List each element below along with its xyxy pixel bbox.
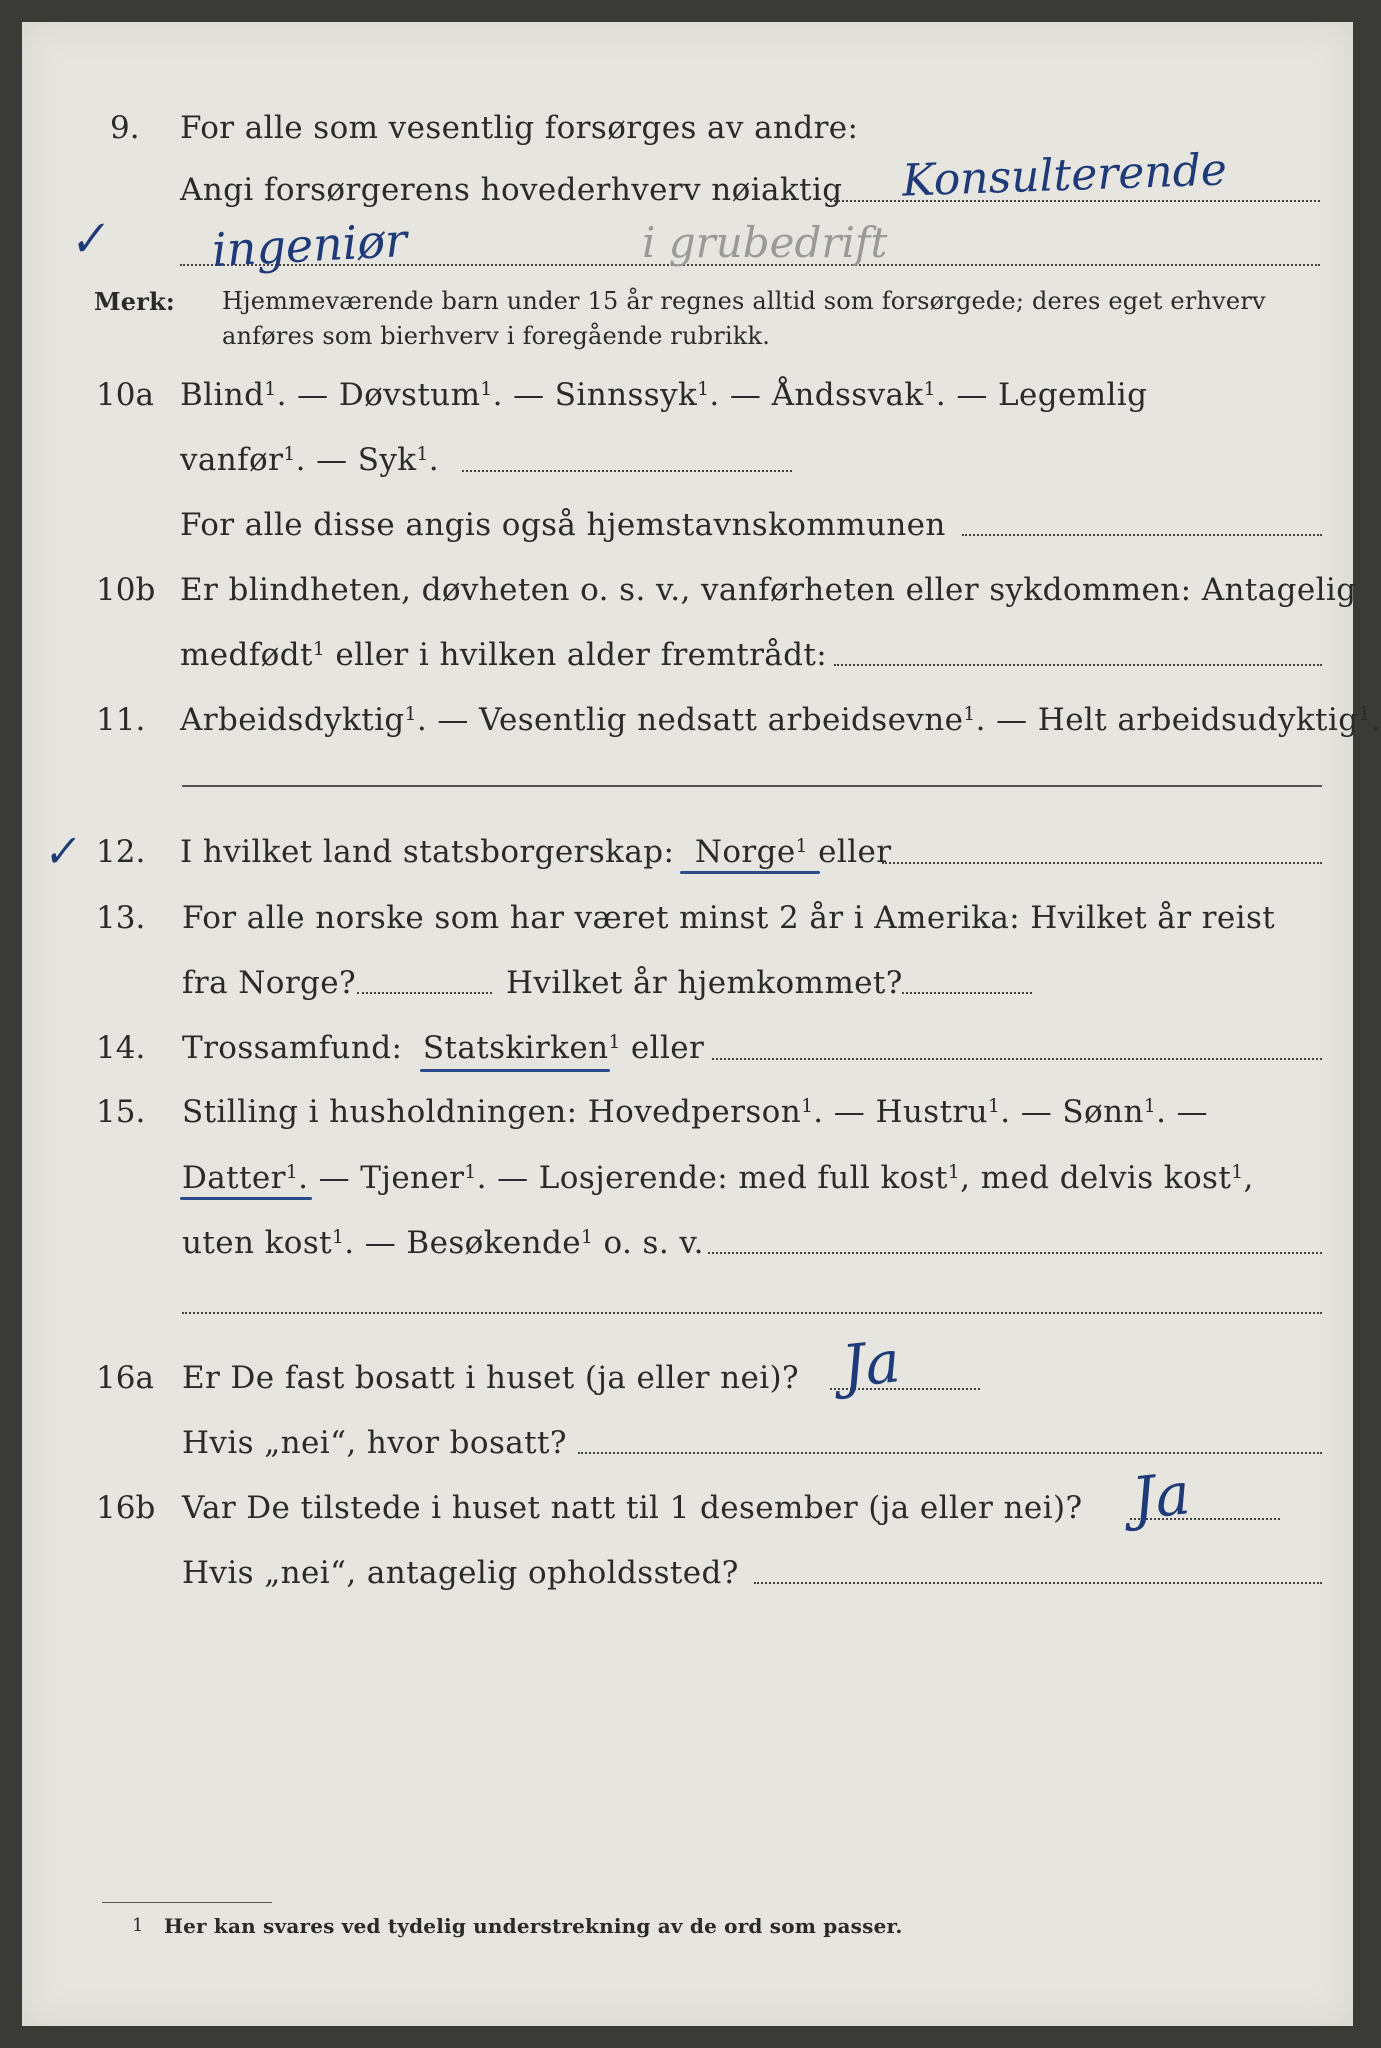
q9-answer-pencil-note: i grubedrift: [642, 218, 888, 267]
q15-line2: Datter$^1$. — Tjener$^1$. — Losjerende: med full kost$^1$, med delvis kost$^1$,: [182, 1160, 1254, 1196]
footnote-text: Her kan svares ved tydelig understrekning av de ord som passer.: [164, 1914, 903, 1938]
q13-line1: For alle norske som har været minst 2 år i Amerika: Hvilket år reist: [182, 900, 1276, 936]
q15-answer-line: [708, 1252, 1322, 1254]
q13-line2a: fra Norge?: [182, 965, 357, 1001]
q12-answer-line: [882, 862, 1322, 864]
q14-statskirken-underline: [420, 1069, 610, 1072]
q13-number: 13.: [96, 900, 146, 936]
q9-number: 9.: [110, 110, 140, 146]
q15-extra-line: [182, 1312, 1322, 1314]
q16b-number: 16b: [96, 1490, 156, 1526]
q16b-answer: Ja: [1128, 1459, 1194, 1533]
q10b-line1: Er blindheten, døvheten o. s. v., vanførheten eller sykdommen: Antagelig: [180, 572, 1357, 608]
q15-datter-underline: [180, 1197, 312, 1200]
q16a-residence-line: [578, 1452, 1322, 1454]
q10a-number: 10a: [96, 377, 154, 413]
merk-line2: anføres som bierhverv i foregående rubrikk.: [222, 322, 771, 350]
q15-line1: Stilling i husholdningen: Hovedperson$^1$. — Hustru$^1$. — Sønn$^1$. —: [182, 1094, 1208, 1130]
q12-option-norge: Norge: [694, 834, 796, 870]
q15-option-datter: Datter: [182, 1160, 286, 1196]
q10b-number: 10b: [96, 572, 156, 608]
q9-check-icon: ✓: [64, 209, 111, 269]
q14-line: Trossamfund: Statskirken$^1$ eller: [182, 1030, 705, 1066]
q10a-answer-line: [462, 470, 792, 472]
q16a-answer: Ja: [838, 1327, 904, 1401]
q15-number: 15.: [96, 1094, 146, 1130]
q12-line: I hvilket land statsborgerskap: Norge$^1$ eller: [180, 834, 892, 870]
q14-option-statskirken: Statskirken: [422, 1030, 609, 1066]
q9-line1: For alle som vesentlig forsørges av andre:: [180, 110, 859, 146]
q11-number: 11.: [96, 702, 146, 738]
q10a-line1: Blind$^1$. — Døvstum$^1$. — Sinnssyk$^1$. — Åndssvak$^1$. — Legemlig: [180, 377, 1148, 413]
q13-line2b: Hvilket år hjemkommet?: [506, 965, 903, 1001]
q10a-blind: Blind: [180, 377, 265, 413]
q10a-line2: vanfør$^1$. — Syk$^1$.: [180, 442, 439, 478]
q16a-number: 16a: [96, 1360, 154, 1396]
q15-line3: uten kost$^1$. — Besøkende$^1$ o. s. v.: [182, 1225, 704, 1261]
q14-answer-line: [712, 1058, 1322, 1060]
q14-number: 14.: [96, 1030, 146, 1066]
q16b-location-line: [754, 1582, 1322, 1584]
q9-answer-occupation-1: Konsulterende: [901, 144, 1228, 207]
q11-divider: [182, 785, 1322, 787]
q16a-line1: Er De fast bosatt i huset (ja eller nei)?: [182, 1360, 800, 1396]
footnote-mark: 1: [132, 1915, 144, 1936]
q10b-answer-line: [834, 664, 1322, 666]
q16b-line1: Var De tilstede i huset natt til 1 desember (ja eller nei)?: [182, 1490, 1083, 1526]
merk-label: Merk:: [94, 287, 175, 316]
census-form-page: [22, 22, 1381, 2026]
q10a-hometown-line: [962, 534, 1322, 536]
q11-line1: Arbeidsdyktig$^1$. — Vesentlig nedsatt arbeidsevne$^1$. — Helt arbeidsudyktig$^1$.: [180, 702, 1381, 738]
q13-year-left-line: [357, 992, 492, 994]
q10b-line2: medfødt$^1$ eller i hvilken alder fremtrådt:: [180, 637, 828, 673]
footnote-rule: [102, 1902, 272, 1903]
q12-norge-underline: [680, 871, 820, 874]
q9-line2: Angi forsørgerens hovederhverv nøiaktig: [180, 172, 843, 208]
merk-line1: Hjemmeværende barn under 15 år regnes alltid som forsørgede; deres eget erhverv: [222, 287, 1266, 315]
q9-answer-occupation-2: ingeniør: [210, 212, 409, 278]
q16a-line2: Hvis „nei“, hvor bosatt?: [182, 1425, 567, 1461]
q12-check-icon: ✓: [39, 825, 80, 878]
q16b-line2: Hvis „nei“, antagelig opholdssted?: [182, 1555, 739, 1591]
q13-year-returned-line: [902, 992, 1032, 994]
q10a-line3: For alle disse angis også hjemstavnskommunen: [180, 507, 946, 543]
q12-number: 12.: [96, 834, 146, 870]
